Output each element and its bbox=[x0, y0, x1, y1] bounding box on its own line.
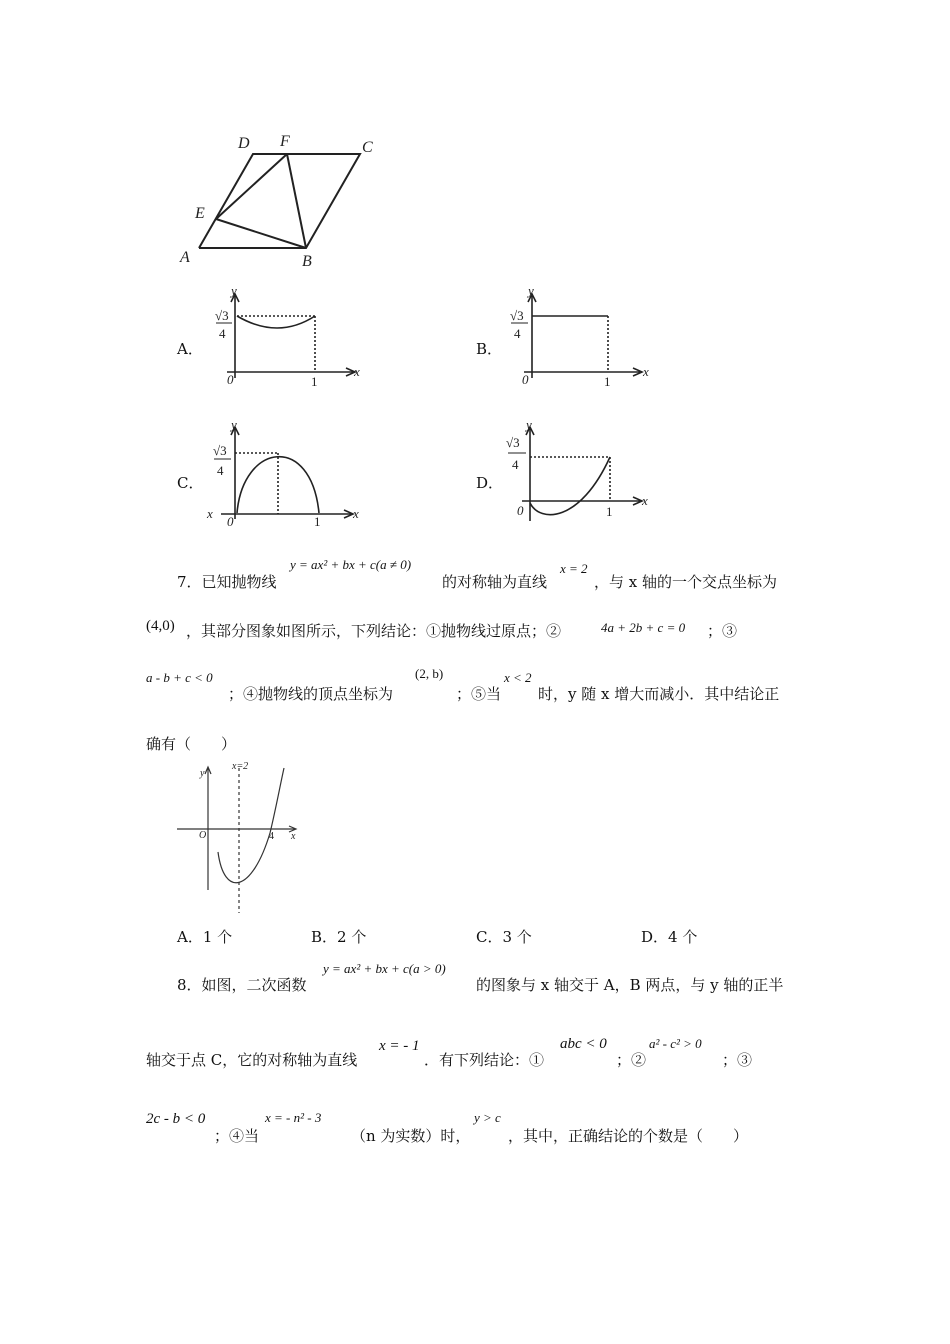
label-B: B bbox=[302, 253, 312, 270]
q6-option-b-label: B． bbox=[476, 340, 503, 358]
stray-x: x bbox=[207, 506, 213, 521]
segment-EB bbox=[216, 219, 306, 248]
origin: 0 bbox=[227, 372, 234, 387]
q8-line3-c: ，其中，正确结论的个数是（ ） bbox=[508, 1127, 749, 1145]
q7-line2-post: ；③ bbox=[707, 622, 738, 640]
tick-1: 1 bbox=[606, 504, 613, 519]
q6-option-c-label: C． bbox=[177, 474, 204, 492]
denominator: 4 bbox=[217, 463, 224, 478]
q8-formula: y = ax² + bx + c(a > 0) bbox=[323, 961, 446, 976]
q8-sep2: ；② bbox=[616, 1051, 647, 1069]
q7-parabola-graph bbox=[172, 758, 307, 918]
q7-vertex: (2, b) bbox=[415, 666, 444, 681]
q6-option-a-label: A． bbox=[177, 340, 203, 358]
q8-cond: x = - n² - 3 bbox=[265, 1110, 322, 1125]
sqrt3: √3 bbox=[510, 308, 524, 323]
y-label: y bbox=[231, 423, 237, 432]
q7-line1-mid: 的对称轴为直线 bbox=[442, 573, 548, 591]
denominator: 4 bbox=[514, 326, 521, 341]
origin: O bbox=[199, 830, 207, 841]
q6-option-b-graph bbox=[500, 288, 655, 388]
axis-label: x=2 bbox=[232, 761, 249, 772]
parabola bbox=[218, 768, 284, 883]
denominator: 4 bbox=[219, 326, 226, 341]
q7-cond: x < 2 bbox=[504, 670, 532, 685]
q7-line3-a: ；④抛物线的顶点坐标为 bbox=[228, 685, 394, 703]
q7-line1-post: ，与 x 轴的一个交点坐标为 bbox=[594, 573, 777, 591]
x-label: x bbox=[354, 364, 360, 379]
curve-d bbox=[530, 457, 610, 515]
segment-EF bbox=[216, 154, 287, 219]
parallelogram-outline bbox=[199, 154, 360, 248]
origin: 0 bbox=[517, 503, 524, 518]
x-label: x bbox=[642, 493, 648, 508]
label-C: C bbox=[362, 139, 373, 156]
q8-line3-b: （n 为实数）时， bbox=[351, 1127, 471, 1145]
q6-option-d-label: D． bbox=[476, 474, 504, 492]
origin: 0 bbox=[522, 372, 529, 387]
q7-line2: ，其部分图象如图所示，下列结论：①抛物线过原点；② bbox=[186, 622, 562, 640]
x-label: x bbox=[643, 364, 649, 379]
curve-a bbox=[237, 316, 315, 328]
segment-FB bbox=[287, 154, 306, 248]
q7-option-c: C．3 个 bbox=[476, 928, 532, 946]
q7-c2: 4a + 2b + c = 0 bbox=[601, 620, 686, 635]
tick-1: 1 bbox=[604, 374, 611, 388]
q6-option-d-graph bbox=[500, 423, 655, 528]
tick-4: 4 bbox=[269, 831, 274, 842]
q8-line3-a: ；④当 bbox=[214, 1127, 260, 1145]
q7-formula: y = ax² + bx + c(a ≠ 0) bbox=[290, 557, 412, 572]
q7-line3-c: 时，y 随 x 增大而减小．其中结论正 bbox=[538, 685, 780, 703]
q8-line1-pre: 8．如图，二次函数 bbox=[177, 976, 307, 994]
q7-c3: a - b + c < 0 bbox=[146, 670, 213, 685]
label-E: E bbox=[195, 205, 205, 222]
y-label: y bbox=[526, 423, 532, 432]
q7-option-d: D．4 个 bbox=[641, 928, 698, 946]
tick-1: 1 bbox=[311, 374, 318, 388]
q7-line3-b: ；⑤当 bbox=[456, 685, 502, 703]
label-F: F bbox=[280, 133, 290, 150]
origin: 0 bbox=[227, 514, 234, 528]
y-label: y bbox=[528, 288, 534, 298]
q8-line2-mid: ．有下列结论：① bbox=[424, 1051, 545, 1069]
q6-option-c-graph bbox=[203, 423, 363, 528]
q8-axis: x = - 1 bbox=[379, 1038, 420, 1054]
parallelogram-figure bbox=[170, 128, 390, 273]
sqrt3: √3 bbox=[213, 443, 227, 458]
y-label: y bbox=[231, 288, 237, 298]
sqrt3: √3 bbox=[506, 435, 520, 450]
q8-c1: abc < 0 bbox=[560, 1036, 607, 1052]
x-label: x bbox=[291, 831, 296, 842]
q8-c2: a² - c² > 0 bbox=[649, 1036, 702, 1051]
q8-line2-pre: 轴交于点 C，它的对称轴为直线 bbox=[146, 1051, 358, 1069]
q8-c3: 2c - b < 0 bbox=[146, 1111, 206, 1127]
y-label: y bbox=[200, 768, 205, 779]
label-D: D bbox=[238, 135, 250, 152]
label-A: A bbox=[180, 249, 190, 266]
sqrt3: √3 bbox=[215, 308, 229, 323]
q6-option-a-graph bbox=[205, 288, 360, 388]
q7-axis: x = 2 bbox=[560, 561, 588, 576]
q8-c4: y > c bbox=[474, 1110, 501, 1125]
q7-option-b: B．2 个 bbox=[311, 928, 367, 946]
tick-1: 1 bbox=[314, 514, 321, 528]
q7-line4: 确有（ ） bbox=[146, 735, 237, 753]
x-label: x bbox=[353, 506, 359, 521]
q7-option-a: A．1 个 bbox=[177, 928, 233, 946]
q8-line1-post: 的图象与 x 轴交于 A，B 两点，与 y 轴的正半 bbox=[476, 976, 784, 994]
q8-sep3: ；③ bbox=[722, 1051, 753, 1069]
q7-line1-pre: 7．已知抛物线 bbox=[177, 573, 277, 591]
q7-point: (4,0) bbox=[146, 618, 175, 634]
denominator: 4 bbox=[512, 457, 519, 472]
